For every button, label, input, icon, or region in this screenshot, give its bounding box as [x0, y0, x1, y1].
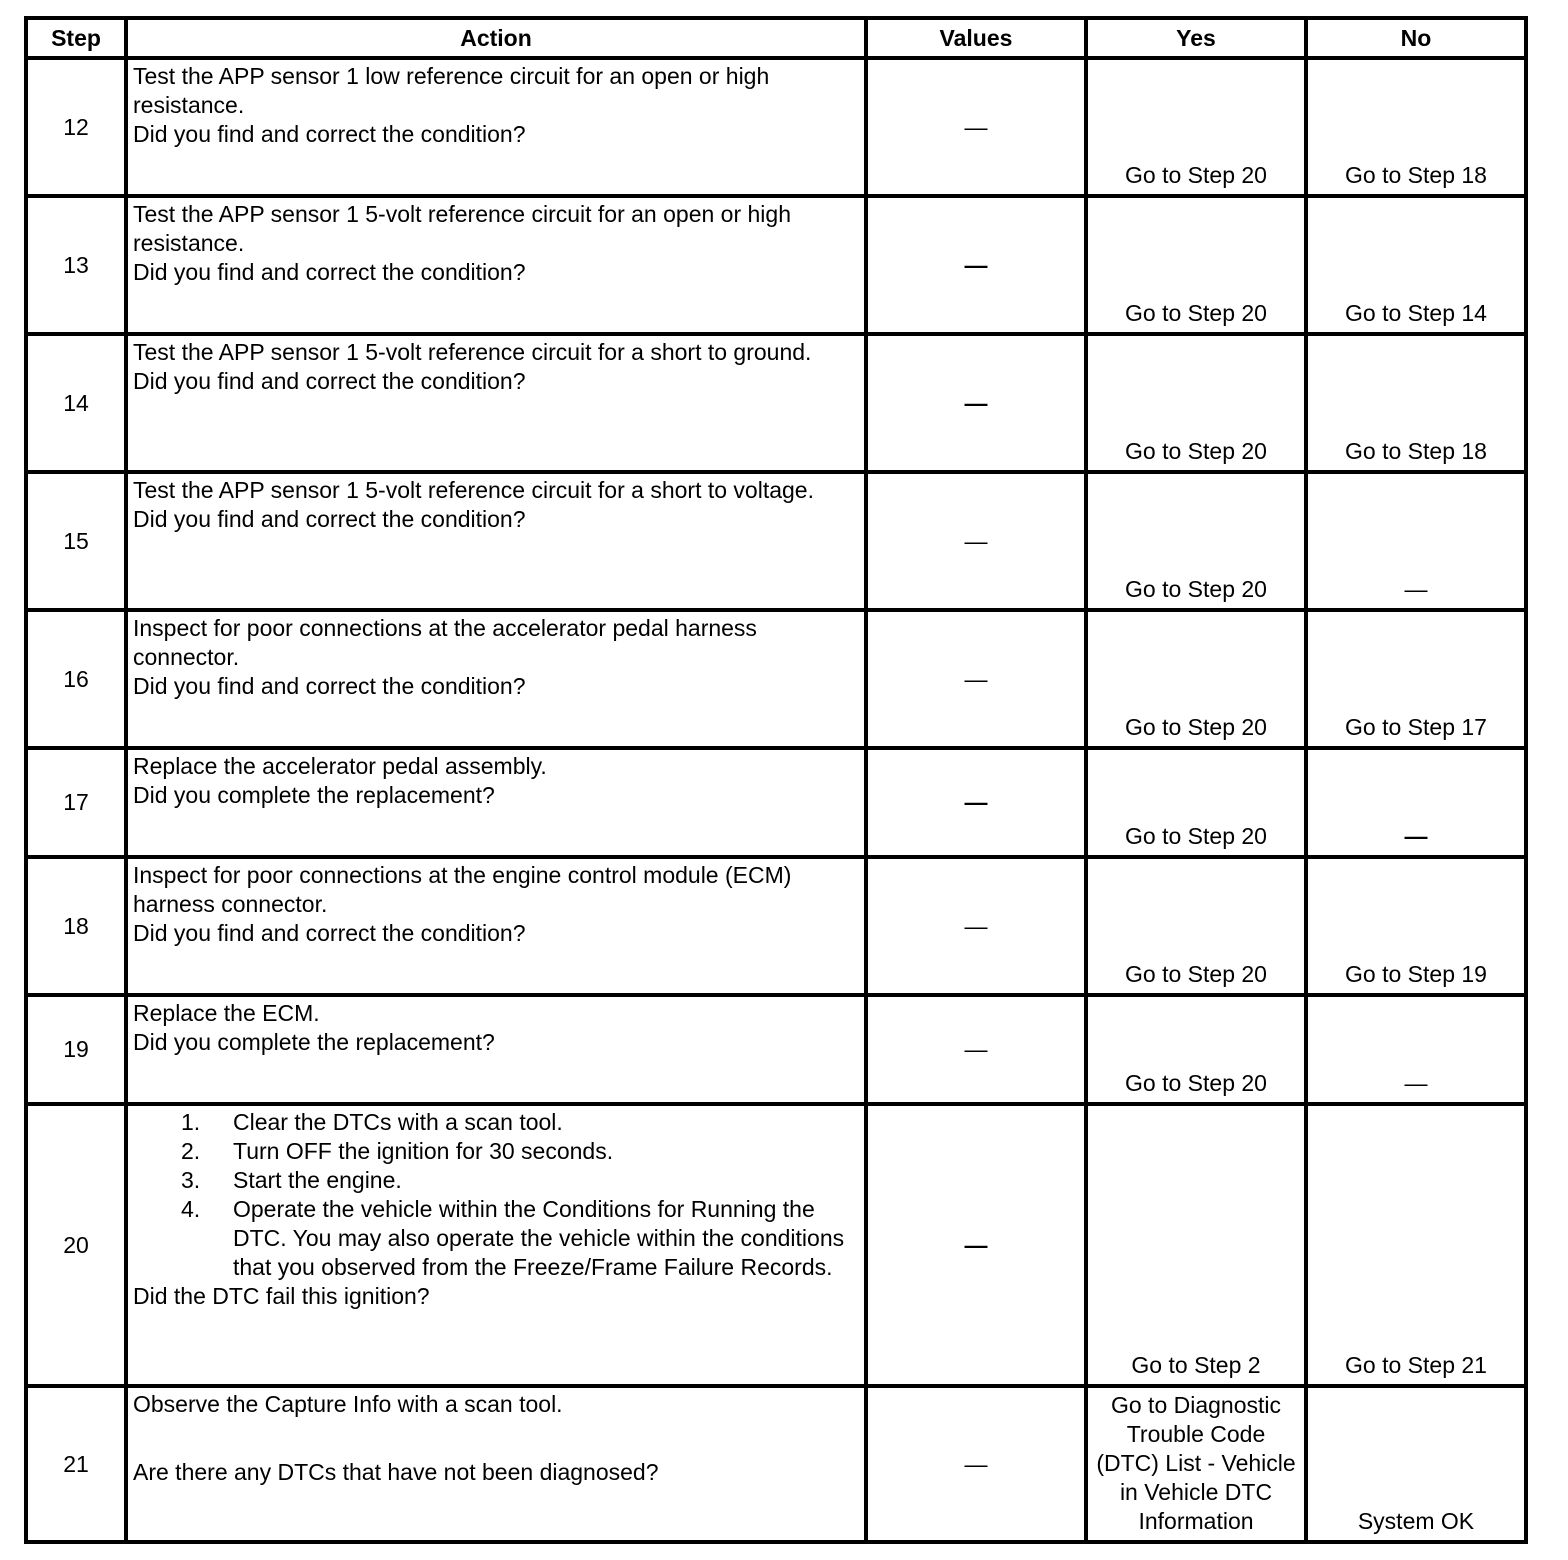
header-row [26, 18, 1526, 58]
no-cell: System OK [1306, 1386, 1526, 1542]
table-row [26, 334, 1526, 472]
values-cell: — [866, 748, 1086, 857]
step-number: 20 [26, 1104, 126, 1386]
yes-cell: Go to Step 20 [1086, 610, 1306, 748]
values-cell: — [866, 334, 1086, 472]
no-cell: Go to Step 17 [1306, 610, 1526, 748]
yes-cell: Go to Step 20 [1086, 857, 1306, 995]
procedure-list [133, 1108, 860, 1282]
values-cell: — [866, 58, 1086, 196]
yes-cell: Go to Step 20 [1086, 748, 1306, 857]
values-cell: — [866, 610, 1086, 748]
no-cell: — [1306, 995, 1526, 1104]
action-text: Test the APP sensor 1 5-volt reference circuit for a short to ground. [133, 339, 812, 365]
action-cell [126, 748, 866, 857]
list-item: 2. Turn OFF the ignition for 30 seconds. [181, 1138, 614, 1164]
table-row [26, 196, 1526, 334]
no-cell: Go to Step 14 [1306, 196, 1526, 334]
yes-cell: Go to Step 20 [1086, 472, 1306, 610]
header-action: Action [126, 18, 866, 58]
table-row [26, 857, 1526, 995]
action-cell [126, 857, 866, 995]
yes-cell: Go to Step 20 [1086, 196, 1306, 334]
no-cell: Go to Step 19 [1306, 857, 1526, 995]
yes-cell: Go to Step 20 [1086, 334, 1306, 472]
action-cell [126, 334, 866, 472]
action-question: Did you find and correct the condition? [133, 920, 526, 946]
action-question: Did you find and correct the condition? [133, 506, 526, 532]
table-row [26, 472, 1526, 610]
action-question: Did you complete the replacement? [133, 1029, 495, 1055]
action-question: Are there any DTCs that have not been diagnosed? [133, 1459, 659, 1485]
step-number: 15 [26, 472, 126, 610]
diagnostic-table [24, 16, 1528, 1544]
action-cell [126, 1104, 866, 1386]
no-cell: — [1306, 472, 1526, 610]
action-text: Replace the accelerator pedal assembly. [133, 753, 547, 779]
list-item: 1. Clear the DTCs with a scan tool. [181, 1109, 563, 1135]
no-cell: Go to Step 21 [1306, 1104, 1526, 1386]
step-number: 12 [26, 58, 126, 196]
action-cell [126, 610, 866, 748]
table-row [26, 748, 1526, 857]
step-number: 17 [26, 748, 126, 857]
values-cell: — [866, 857, 1086, 995]
action-text: Test the APP sensor 1 5-volt reference circuit for a short to voltage. [133, 477, 814, 503]
no-cell: — [1306, 748, 1526, 857]
values-cell: — [866, 1386, 1086, 1542]
no-cell: Go to Step 18 [1306, 334, 1526, 472]
yes-cell: Go to Step 2 [1086, 1104, 1306, 1386]
values-cell: — [866, 472, 1086, 610]
table-row [26, 1386, 1526, 1542]
values-cell: — [866, 196, 1086, 334]
step-number: 19 [26, 995, 126, 1104]
step-number: 18 [26, 857, 126, 995]
table-row [26, 610, 1526, 748]
yes-cell: Go to Step 20 [1086, 58, 1306, 196]
yes-link: Go to Diagnostic Trouble Code (DTC) List - Vehicle in Vehicle DTC Information [1086, 1386, 1306, 1542]
action-cell [126, 995, 866, 1104]
header-yes: Yes [1086, 18, 1306, 58]
list-item: 4. Operate the vehicle within the Conditions for Running the DTC. You may also operate the vehicle within the conditions that you observed from the Freeze/Frame Failure Records. [181, 1196, 845, 1280]
step-number: 13 [26, 196, 126, 334]
action-question: Did you find and correct the condition? [133, 121, 526, 147]
action-cell [126, 196, 866, 334]
step-number: 16 [26, 610, 126, 748]
action-text: Inspect for poor connections at the accelerator pedal harness connector. [133, 615, 757, 670]
action-question: Did the DTC fail this ignition? [133, 1283, 430, 1309]
yes-cell: Go to Step 20 [1086, 995, 1306, 1104]
step-number: 21 [26, 1386, 126, 1542]
action-cell [126, 58, 866, 196]
action-text: Inspect for poor connections at the engine control module (ECM) harness connector. [133, 862, 792, 917]
action-cell [126, 1386, 866, 1542]
action-question: Did you find and correct the condition? [133, 259, 526, 285]
header-values: Values [866, 18, 1086, 58]
table-row [26, 1104, 1526, 1386]
action-cell [126, 472, 866, 610]
action-question: Did you find and correct the condition? [133, 368, 526, 394]
values-cell: — [866, 1104, 1086, 1386]
action-text: Test the APP sensor 1 5-volt reference circuit for an open or high resistance. [133, 201, 791, 256]
table-row [26, 58, 1526, 196]
step-number: 14 [26, 334, 126, 472]
action-text: Replace the ECM. [133, 1000, 320, 1026]
header-step: Step [26, 18, 126, 58]
header-no: No [1306, 18, 1526, 58]
action-text: Test the APP sensor 1 low reference circuit for an open or high resistance. [133, 63, 770, 118]
table-row [26, 995, 1526, 1104]
action-question: Did you complete the replacement? [133, 782, 495, 808]
list-item: 3. Start the engine. [181, 1167, 402, 1193]
no-cell: Go to Step 18 [1306, 58, 1526, 196]
action-text: Observe the Capture Info with a scan tool. [133, 1391, 563, 1417]
action-question: Did you find and correct the condition? [133, 673, 526, 699]
values-cell: — [866, 995, 1086, 1104]
